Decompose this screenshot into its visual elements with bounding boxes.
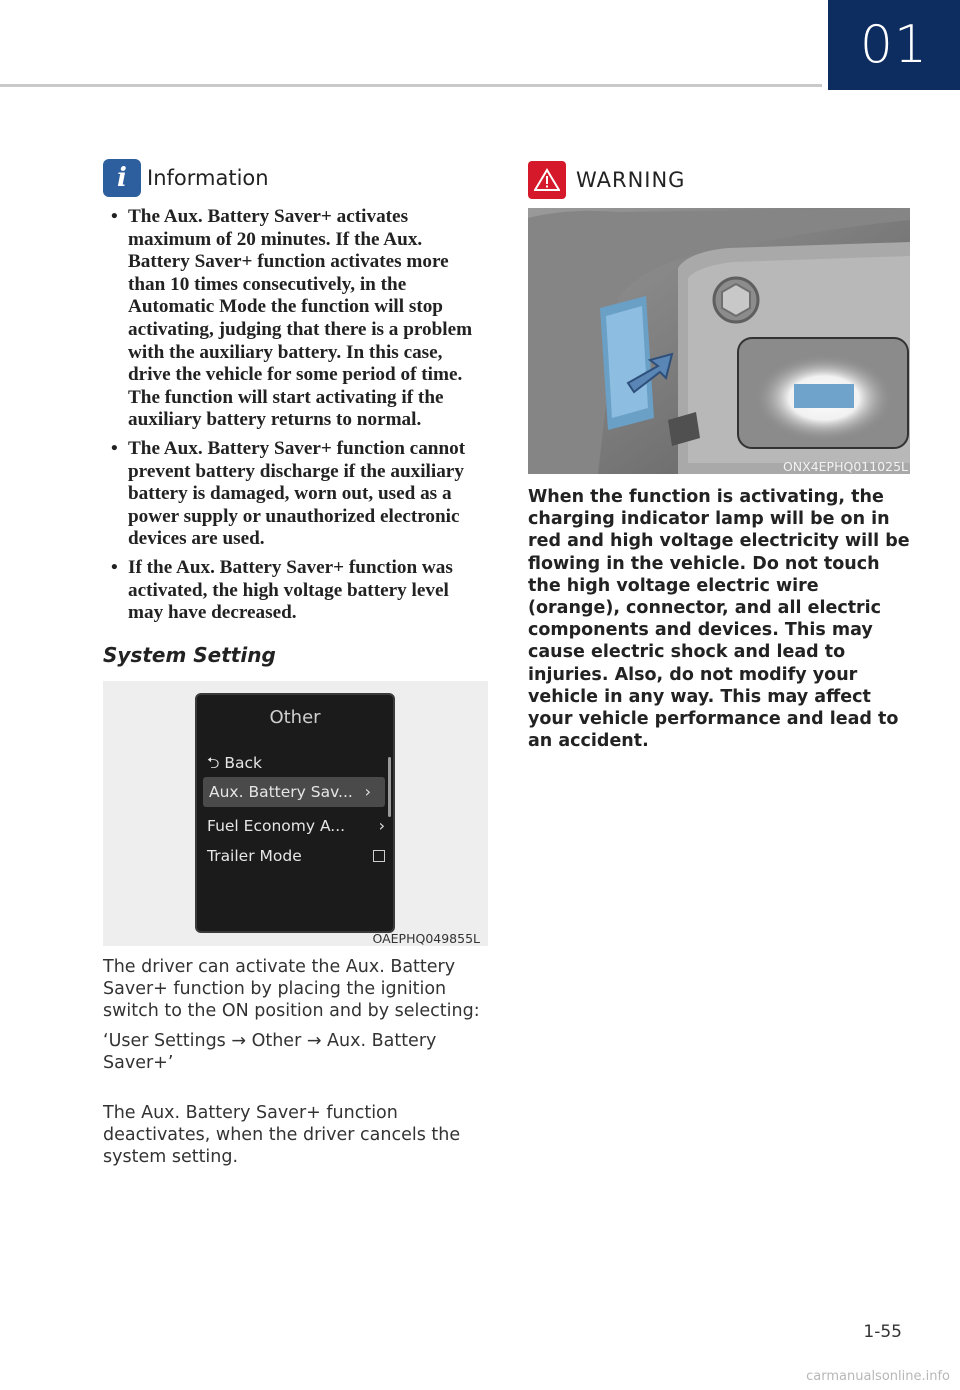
bullet-text: The Aux. Battery Saver+ function cannot prevent battery discharge if the auxiliary battery is damaged, worn out, used as a power supply or unauthorized electronic devices are used. xyxy=(128,437,466,550)
bullet-text: The Aux. Battery Saver+ activates maximum of 20 minutes. If the Aux. Battery Saver+ function activates more than 10 times consecutively, in the Automatic Mode the function will stop activating, judging that there is a problem with the auxiliary battery. In this case, drive the vehicle for some period of time. The function will start activating if the auxiliary battery returns to normal. xyxy=(128,206,473,431)
cluster-menu-figure xyxy=(103,681,488,946)
checkbox-icon xyxy=(373,850,385,862)
menu-item-label: Fuel Economy A... xyxy=(207,816,346,835)
paragraph-deactivate: The Aux. Battery Saver+ function deactivates, when the driver cancels the system setting. xyxy=(103,1102,461,1167)
bullet-dot: • xyxy=(111,206,118,227)
warning-title: WARNING xyxy=(576,168,686,192)
information-heading xyxy=(103,158,488,198)
figure-code: ONX4EPHQ011025L xyxy=(782,459,908,474)
information-bullet xyxy=(103,438,488,551)
information-list xyxy=(103,206,488,625)
menu-item-aux-battery xyxy=(203,777,385,807)
header-rule xyxy=(0,84,822,87)
information-icon: i xyxy=(103,159,141,197)
information-title: Information xyxy=(147,166,269,190)
screen-scrollbar xyxy=(388,757,391,817)
menu-item-fuel-economy xyxy=(207,817,389,835)
bullet-dot: • xyxy=(111,556,118,578)
information-bullet xyxy=(103,557,488,625)
watermark: carmanualsonline.info xyxy=(806,1369,950,1384)
section-title: System Setting xyxy=(103,642,276,667)
left-column xyxy=(103,158,488,1168)
bullet-text: If the Aux. Battery Saver+ function was activated, the high voltage battery level may have decreased. xyxy=(128,556,453,624)
menu-item-trailer-mode xyxy=(207,847,389,865)
warning-text: When the function is activating, the charging indicator lamp will be on in red and high voltage electricity will be flowing in the vehicle. Do not touch the high voltage electric wire (orange), connector, and all electric components and devices. This may cause electric shock and lead to injuries. Also, do not modify your vehicle in any way. This may affect your vehicle performance and lead to an accident. xyxy=(528,487,910,752)
paragraph-activate: The driver can activate the Aux. Battery Saver+ function by placing the ignition switch to the ON position and by selecting: xyxy=(103,956,480,1021)
screen-title: Other xyxy=(269,706,321,728)
page-number: 1-55 xyxy=(863,1322,902,1342)
chevron-right-icon: › xyxy=(364,782,371,802)
charging-lamp-figure xyxy=(528,208,910,474)
warning-icon xyxy=(528,161,566,199)
cluster-screen xyxy=(195,693,395,933)
figure-code: OAEPHQ049855L xyxy=(372,930,480,946)
menu-item-label: Trailer Mode xyxy=(207,846,302,865)
charging-lamp-illustration xyxy=(528,208,910,474)
menu-item-label: ⮌ Back xyxy=(207,753,262,772)
warning-heading xyxy=(528,158,910,202)
bullet-dot: • xyxy=(111,437,118,459)
chapter-tab: 01 xyxy=(828,0,960,90)
paragraph-menu-path: ‘User Settings → Other → Aux. Battery Saver+’ xyxy=(103,1030,437,1073)
menu-item-back xyxy=(207,751,262,778)
menu-item-label: Aux. Battery Sav... xyxy=(209,782,353,801)
chevron-right-icon: › xyxy=(378,816,385,836)
right-column xyxy=(528,158,910,752)
information-bullet xyxy=(103,206,488,432)
